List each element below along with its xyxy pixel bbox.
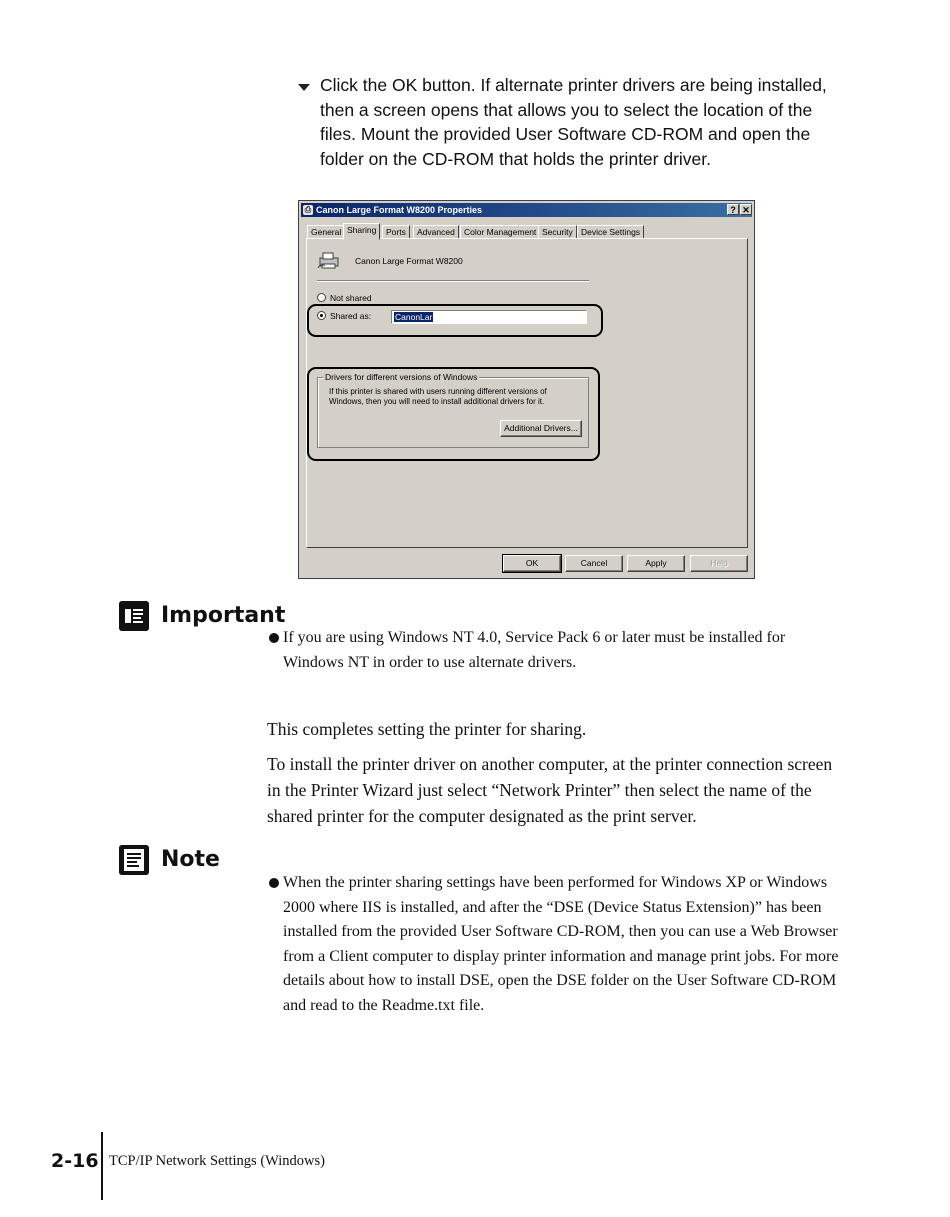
bullet-icon	[269, 633, 279, 643]
footer-divider	[101, 1132, 103, 1200]
tab-device-settings[interactable]: Device Settings	[577, 225, 644, 239]
bullet-icon	[269, 878, 279, 888]
drivers-highlight	[307, 367, 600, 461]
important-item: If you are using Windows NT 4.0, Service Pack 6 or later must be installed for Windows NT in order to use alternate drivers.	[283, 629, 786, 671]
share-name-value: CanonLar	[395, 312, 433, 322]
note-item: When the printer sharing settings have been performed for Windows XP or Windows 2000 where IIS is installed, and after the “DSE (Device Status Extension)” has been installed from the provided User Software CD-ROM, then you can use a Web Browser from a Client computer to display printer information and manage print jobs. For more details about how to install DSE, open the DSE folder on the User Software CD-ROM and read to the Readme.txt file.	[283, 874, 839, 1014]
paragraph-sharing-complete: This completes setting the printer for sharing.	[267, 719, 587, 739]
drivers-description: If this printer is shared with users running different versions of Windows, then you will need to install additional drivers for it.	[329, 387, 547, 406]
shared-as-highlight	[307, 304, 603, 337]
important-heading: Important	[161, 603, 286, 628]
cancel-button[interactable]: Cancel	[565, 555, 623, 572]
tab-advanced[interactable]: Advanced	[413, 225, 459, 239]
close-title-button[interactable]: ✕	[740, 204, 752, 215]
tab-general[interactable]: General	[307, 225, 345, 239]
step-arrow-icon	[298, 84, 310, 91]
help-title-button[interactable]: ?	[727, 204, 739, 215]
page-number: 2-16	[51, 1150, 99, 1172]
not-shared-radio[interactable]	[317, 293, 326, 302]
paragraph-install-driver: To install the printer driver on another computer, at the printer connection screen in the Printer Wizard just select “Network Printer” then select the name of the shared printer for the computer designated as the print server.	[267, 754, 833, 826]
printer-name: Canon Large Format W8200	[355, 256, 463, 266]
apply-button[interactable]: Apply	[627, 555, 685, 572]
section-title: TCP/IP Network Settings (Windows)	[109, 1153, 325, 1169]
drivers-group-label: Drivers for different versions of Windows	[325, 372, 478, 382]
tab-security[interactable]: Security	[538, 225, 577, 239]
help-button[interactable]: Help	[690, 555, 748, 572]
tab-sharing[interactable]: Sharing	[343, 223, 380, 240]
dialog-title: Canon Large Format W8200 Properties	[316, 205, 483, 215]
printer-properties-dialog	[298, 200, 755, 579]
additional-drivers-button[interactable]: Additional Drivers...	[500, 420, 582, 437]
separator	[317, 280, 589, 282]
printer-icon	[317, 251, 341, 269]
tab-color-management[interactable]: Color Management	[460, 225, 540, 239]
tab-ports[interactable]: Ports	[382, 225, 410, 239]
not-shared-label: Not shared	[330, 293, 372, 303]
shared-as-label: Shared as:	[330, 311, 372, 321]
note-heading: Note	[161, 847, 220, 872]
ok-button[interactable]: OK	[503, 555, 561, 572]
step-instruction: Click the OK button. If alternate printer drivers are being installed, then a screen opens that allows you to select the location of the files. Mount the provided User Software CD-ROM and open the folder on the CD-ROM that holds the printer driver.	[320, 75, 827, 169]
note-icon	[119, 845, 149, 875]
important-icon	[119, 601, 149, 631]
printer-small-icon: ⎙	[304, 205, 312, 214]
dialog-titlebar	[301, 203, 752, 217]
